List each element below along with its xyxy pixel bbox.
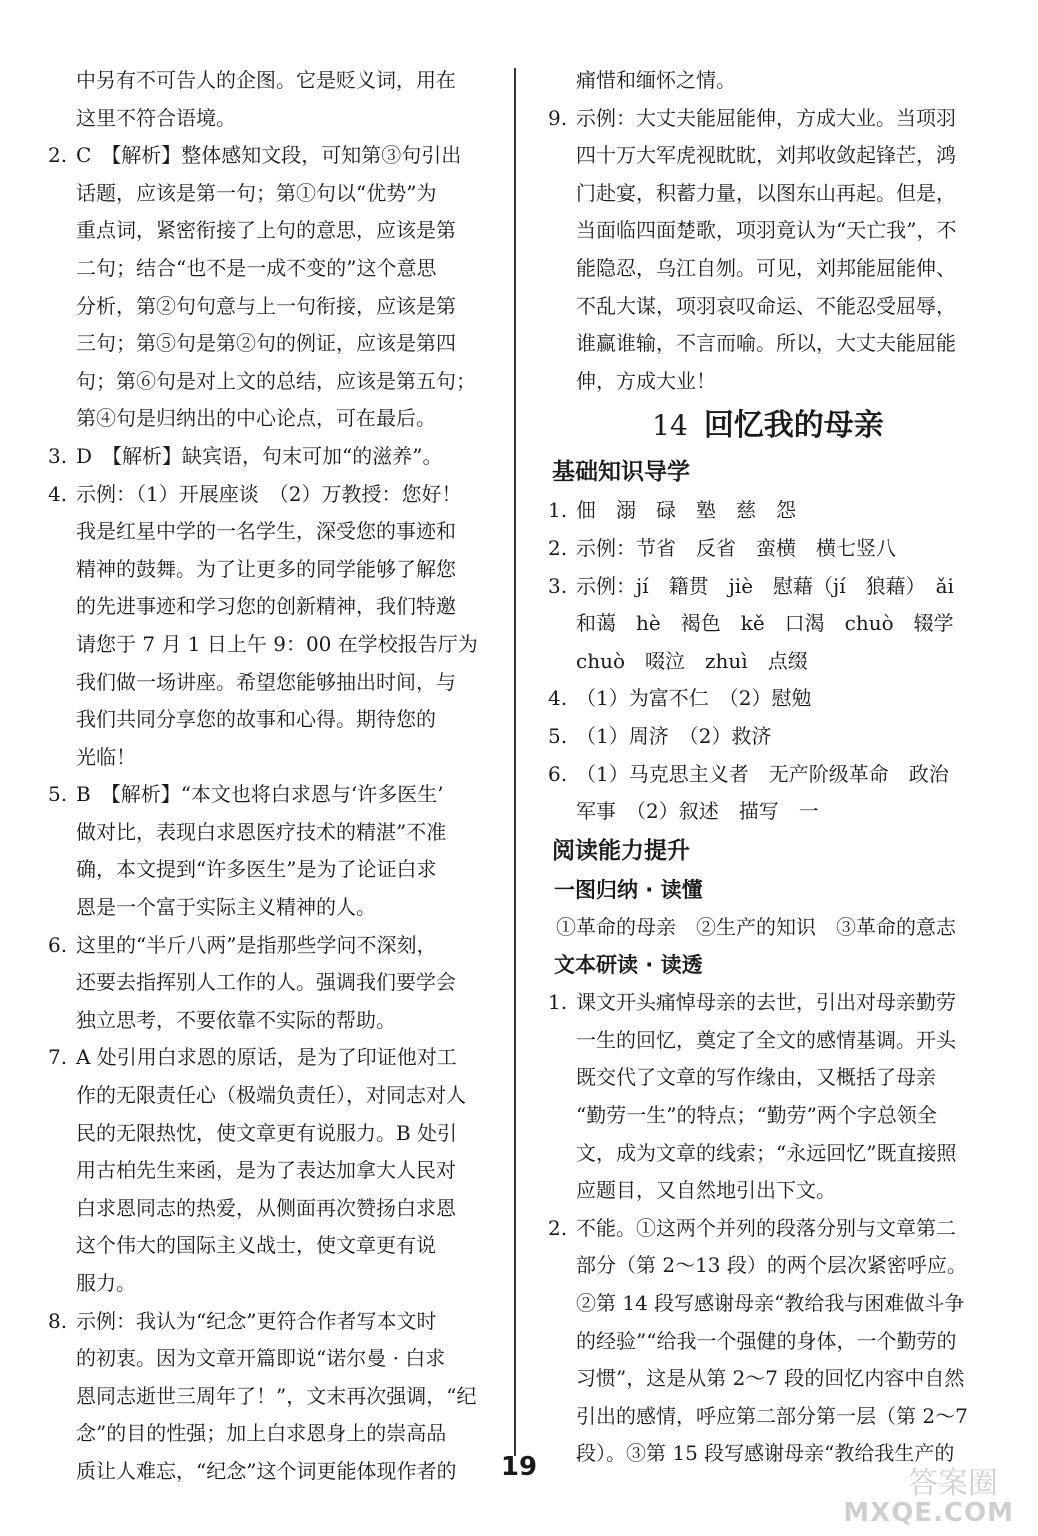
column-divider <box>514 68 516 1456</box>
answer-text: （1）为富不仁 （2）慰勉 <box>576 686 812 711</box>
answer-line: 我们做一场讲座。希望您能够抽出时间，与 <box>76 669 456 694</box>
left-column <box>48 62 478 1491</box>
answer-number: 3. <box>48 443 68 468</box>
answer-line: 还要去指挥别人工作的人。强调我们要学会 <box>76 970 456 995</box>
answer-text: 课文开头痛悼母亲的去世，引出对母亲勤劳 <box>576 990 956 1015</box>
answer-line: 第④句是归纳出的中心论点，可在最后。 <box>76 406 436 431</box>
answer-line: 的经验”“给我一个强健的身体，一个勤劳的 <box>576 1328 957 1353</box>
answer-number: 7. <box>48 1045 68 1070</box>
lesson-number: 14 <box>652 409 688 443</box>
answer-item <box>548 984 988 1022</box>
answer-text: 示例：大丈夫能屈能伸，方成大业。当项羽 <box>576 105 956 130</box>
answer-text: 佃 溺 碌 塾 慈 怨 <box>576 498 796 523</box>
answer-item <box>548 756 988 794</box>
answer-number: 8. <box>48 1308 68 1333</box>
answer-line: 一生的回忆，奠定了全文的感情基调。开头 <box>576 1027 956 1052</box>
answer-item <box>548 568 988 606</box>
answer-line: 我是红星中学的一名学生，深受您的事迹和 <box>76 519 456 544</box>
subhead-summary: 一图归纳 · 读懂 <box>554 877 703 902</box>
answer-line: 独立思考，不要依靠不实际的帮助。 <box>76 1007 396 1032</box>
answer-item <box>548 100 988 138</box>
watermark-top-text: 答案圈 <box>908 1466 998 1501</box>
watermark-logo <box>843 1458 1018 1530</box>
answer-number: 3. <box>548 573 568 598</box>
answer-line: 民的无限热忱，使文章更有说服力。B 处引 <box>76 1120 458 1145</box>
answer-item <box>48 476 478 514</box>
answer-line: 痛惜和缅怀之情。 <box>576 68 736 92</box>
answer-item <box>548 492 988 530</box>
answer-line: 四十万大军虎视眈眈，刘邦收敛起锋芒，鸿 <box>576 143 956 168</box>
answer-number: 4. <box>48 481 68 506</box>
answer-line: 重点词，紧密衔接了上句的意思，应该是第 <box>76 218 456 243</box>
answer-line: 习惯”，这是从第 2～7 段的回忆内容中自然 <box>576 1366 965 1391</box>
lesson-title <box>548 400 988 452</box>
subhead-text-study: 文本研读 · 读透 <box>554 953 703 978</box>
answer-line: 恩是一个富于实际主义精神的人。 <box>76 895 376 920</box>
answer-line: 确，本文提到“许多医生”是为了论证白求 <box>76 857 437 882</box>
answer-line: 能隐忍，乌江自刎。可见，刘邦能屈能伸、 <box>576 255 956 280</box>
answer-line: 应题目，又自然地引出下文。 <box>576 1178 836 1203</box>
answer-line: 中另有不可告人的企图。它是贬义词，用在 <box>76 68 456 92</box>
answer-text: 这里的“半斤八两”是指那些学问不深刻， <box>76 932 437 957</box>
answer-number: 2. <box>48 143 68 168</box>
summary-answers: ①革命的母亲 ②生产的知识 ③革命的意志 <box>556 914 956 939</box>
answer-line: ②第 14 段写感谢母亲“教给我与困难做斗争 <box>576 1291 965 1316</box>
answer-number: 5. <box>548 723 568 748</box>
answer-line: 军事 （2）叙述 描写 一 <box>576 799 819 824</box>
section-reading-ability: 阅读能力提升 <box>552 837 690 864</box>
answer-number: 6. <box>48 932 68 957</box>
answer-text: B 【解析】“本文也将白求恩与‘许多医生’ <box>76 782 444 807</box>
lesson-title-text: 回忆我的母亲 <box>703 408 884 444</box>
answer-number: 1. <box>548 498 568 523</box>
answer-line: 和蔼 hè 褐色 kě 口渴 chuò 辍学 <box>576 611 954 636</box>
answer-line: 服力。 <box>76 1271 136 1295</box>
answer-number: 2. <box>548 1215 568 1240</box>
answer-line: 做对比，表现白求恩医疗技术的精湛”不准 <box>76 819 447 844</box>
right-column-continuation <box>548 62 988 400</box>
answer-line: 二句；结合“也不是一成不变的”这个意思 <box>76 255 437 280</box>
answer-line: 文，成为文章的线索；“永远回忆”既直接照 <box>576 1140 957 1165</box>
answer-line: 话题，应该是第一句；第①句以“优势”为 <box>76 180 437 205</box>
answer-item <box>48 927 478 965</box>
answer-line: 伸，方成大业！ <box>576 368 716 393</box>
answer-item <box>548 680 988 718</box>
answer-item <box>48 137 478 175</box>
answer-line: chuò 啜泣 zhuì 点缀 <box>576 648 808 673</box>
answer-line: 当面临四面楚歌，项羽竟认为“天亡我”，不 <box>576 218 957 243</box>
answer-line: 质让人难忘，“纪念”这个词更能体现作者的 <box>76 1458 457 1483</box>
answer-number: 4. <box>548 686 568 711</box>
answer-line: 这里不符合语境。 <box>76 105 236 130</box>
answer-number: 1. <box>548 990 568 1015</box>
answer-text: C 【解析】整体感知文段，可知第③句引出 <box>76 143 462 168</box>
right-column <box>548 62 988 1473</box>
answer-line: 白求恩同志的热爱，从侧面再次赞扬白求恩 <box>76 1195 456 1220</box>
answer-text: （1）马克思主义者 无产阶级革命 政治 <box>576 761 949 786</box>
answer-line: “勤劳一生”的特点；“勤劳”两个字总领全 <box>576 1103 937 1128</box>
answer-number: 9. <box>548 105 568 130</box>
answer-line: 念”的目的性强；加上白求恩身上的崇高品 <box>76 1421 447 1446</box>
answer-line: 谁赢谁输，不言而喻。所以，大丈夫能屈能 <box>576 331 956 356</box>
answer-line: 请您于 7 月 1 日上午 9：00 在学校报告厅为 <box>76 631 478 656</box>
text-study-answers <box>548 984 988 1473</box>
answer-line: 作的无限责任心（极端负责任），对同志对人 <box>76 1083 466 1108</box>
answer-line: 这个伟大的国际主义战士，使文章更有说 <box>76 1233 436 1258</box>
answer-text: D 【解析】缺宾语，句末可加“的滋养”。 <box>76 443 443 468</box>
answer-text: （1）周济 （2）救济 <box>576 723 772 748</box>
answer-line: 我们共同分享您的故事和心得。期待您的 <box>76 707 436 732</box>
answer-line: 恩同志逝世三周年了！”，文末再次强调，“纪 <box>76 1383 477 1408</box>
basic-knowledge-answers <box>548 492 988 830</box>
answer-line: 引出的感情，呼应第二部分第一层（第 2～7 <box>576 1403 968 1428</box>
section-basic-knowledge: 基础知识导学 <box>552 459 690 486</box>
watermark-url-text: MXQE.COM <box>843 1498 1014 1528</box>
answer-line: 门赴宴，积蓄力量，以图东山再起。但是， <box>576 180 956 205</box>
answer-line: 既交代了文章的写作缘由，又概括了母亲 <box>576 1065 936 1090</box>
answer-text: 示例：（1）开展座谈 （2）万教授：您好！ <box>76 481 462 506</box>
answer-text: 示例：节省 反省 蛮横 横七竖八 <box>576 535 896 560</box>
answer-item <box>48 776 478 814</box>
answer-line: 三句；第⑤句是第②句的例证，应该是第四 <box>76 331 456 356</box>
answer-line: 部分（第 2～13 段）的两个层次紧密呼应。 <box>576 1253 967 1278</box>
answer-item <box>48 1303 478 1341</box>
answer-number: 6. <box>548 761 568 786</box>
answer-text: 示例：我认为“纪念”更符合作者写本文时 <box>76 1308 437 1333</box>
answer-text: 不能。①这两个并列的段落分别与文章第二 <box>576 1215 956 1240</box>
page-number: 19 <box>500 1452 538 1482</box>
answer-line: 句；第⑥句是对上文的总结，应该是第五句； <box>76 368 476 393</box>
answer-text: A 处引用白求恩的原话，是为了印证他对工 <box>76 1045 457 1070</box>
answer-number: 5. <box>48 782 68 807</box>
answer-line: 段）。③第 15 段写感谢母亲“教给我生产的 <box>576 1441 955 1466</box>
answer-line: 分析，第②句句意与上一句衔接，应该是第 <box>76 293 456 318</box>
answer-line: 的初衷。因为文章开篇即说“诺尔曼 · 白求 <box>76 1346 446 1371</box>
answer-item <box>48 438 478 476</box>
answer-item <box>548 1210 988 1248</box>
answer-line: 精神的鼓舞。为了让更多的同学能够了解您 <box>76 556 456 581</box>
answer-item <box>548 530 988 568</box>
answer-line: 不乱大谋，项羽哀叹命运、不能忍受屈辱， <box>576 293 956 318</box>
answer-number: 2. <box>548 535 568 560</box>
answer-item <box>48 1039 478 1077</box>
answer-line: 用古柏先生来函，是为了表达加拿大人民对 <box>76 1158 456 1183</box>
answer-item <box>548 718 988 756</box>
answer-line: 的先进事迹和学习您的创新精神，我们特邀 <box>76 594 456 619</box>
answer-line: 光临！ <box>76 744 136 769</box>
answer-text: 示例：jí 籍贯 jiè 慰藉（jí 狼藉） ǎi <box>576 573 954 598</box>
